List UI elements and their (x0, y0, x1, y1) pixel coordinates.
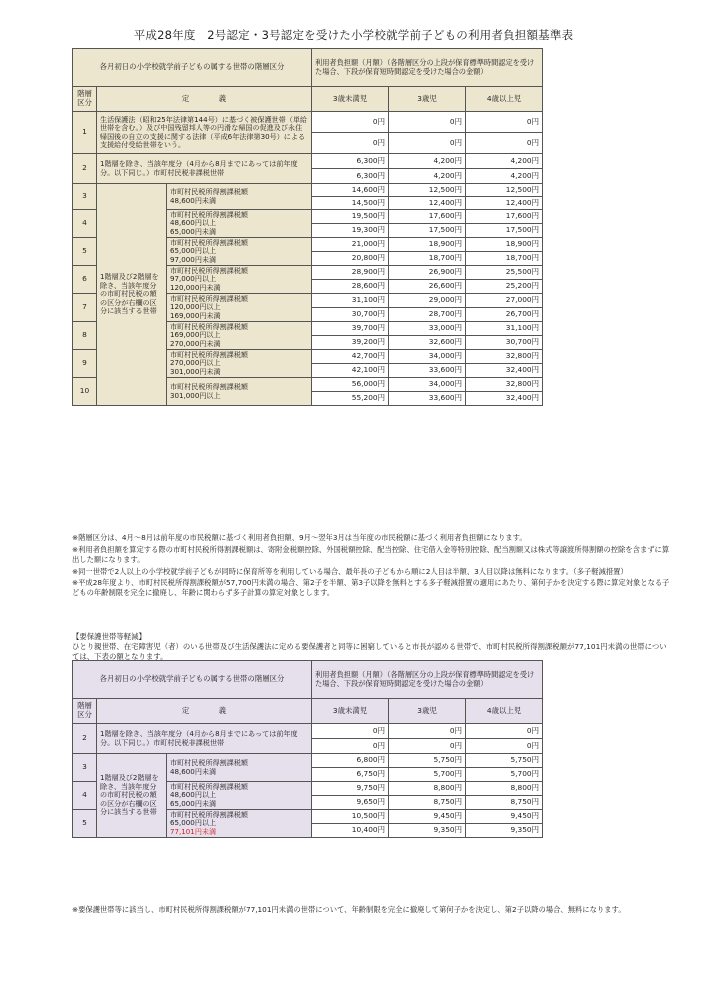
condition-cell: 市町村民税所得割課税額 169,000円以上 270,000円未満 (167, 322, 312, 350)
fee-short-cell: 33,600円 (389, 364, 466, 378)
fee-standard-cell: 4,200円 (466, 154, 543, 169)
condition-cell: 市町村民税所得割課税額 48,600円未満 (167, 184, 312, 210)
level-cell: 2 (73, 724, 97, 754)
group-definition-cell: 1階層及び2階層を除き、当該年度分の市町村民税の額の区分が右欄の区分に該当する世帯 (97, 754, 167, 838)
fee-standard-cell: 18,900円 (389, 238, 466, 252)
fee-short-cell: 28,700円 (389, 308, 466, 322)
fee-short-cell: 9,650円 (312, 796, 389, 810)
fee-standard-cell: 5,750円 (466, 754, 543, 768)
fee-short-cell: 32,600円 (389, 336, 466, 350)
fee-standard-cell: 25,500円 (466, 266, 543, 280)
fee-short-cell: 18,700円 (466, 252, 543, 266)
fee-standard-cell: 0円 (466, 112, 543, 133)
fee-header: 利用者負担額（月額）（各階層区分の上段が保育標準時間認定を受けた場合、下段が保育短時間認定を受けた場合の金額） (312, 661, 543, 699)
fee-short-cell: 5,700円 (389, 768, 466, 782)
level-cell: 3 (73, 754, 97, 782)
age-column-header: 3歳児 (389, 699, 466, 724)
condition-text: 市町村民税所得割課税額 65,000円以上 (170, 809, 249, 828)
fee-short-cell: 42,100円 (312, 364, 389, 378)
fee-standard-cell: 19,500円 (312, 210, 389, 224)
fee-short-cell: 12,400円 (466, 197, 543, 210)
reduction-heading: 【要保護世帯等軽減】 (72, 632, 146, 641)
fee-short-cell: 4,200円 (466, 169, 543, 184)
definition-cell: 1階層を除き、当該年度分（4月から8月までにあっては前年度分。以下同じ。）市町村民税非課税世帯 (97, 724, 312, 754)
level-cell: 4 (73, 210, 97, 238)
fee-short-cell: 30,700円 (312, 308, 389, 322)
group-header: 各月初日の小学校就学前子どもの属する世帯の階層区分 (73, 661, 312, 699)
fee-standard-cell: 29,000円 (389, 294, 466, 308)
level-cell: 4 (73, 782, 97, 810)
fee-standard-cell: 0円 (389, 112, 466, 133)
fee-standard-cell: 31,100円 (312, 294, 389, 308)
note-line: ※階層区分は、4月～8月は前年度の市民税額に基づく利用者負担額、9月～翌年3月は当年度の市民税額に基づく利用者負担額になります。 (72, 533, 527, 542)
definition-cell: 生活保護法（昭和25年法律第144号）に基づく被保護世帯（単給世帯を含む。）及び中国残留邦人等の円滑な帰国の促進及び永住帰国後の自立の支援に関する法律（平成6年法律第30号）による支援給付受給世帯をいう。 (97, 112, 312, 154)
reduction-section (72, 632, 672, 662)
fee-standard-cell: 34,000円 (389, 378, 466, 392)
level-cell: 5 (73, 810, 97, 838)
reduction-description: ひとり親世帯、在宅障害児（者）のいる世帯及び生活保護法に定める要保護者と同等に困窮していると市長が認める世帯で、市町村民税所得割課税額が77,101円未満の世帯については、下表の額となります。 (72, 641, 667, 661)
level-cell: 1 (73, 112, 97, 154)
fee-standard-cell: 21,000円 (312, 238, 389, 252)
fee-standard-cell: 0円 (389, 724, 466, 739)
fee-standard-cell: 42,700円 (312, 350, 389, 364)
age-column-header: 3歳未満児 (312, 87, 389, 112)
fee-short-cell: 39,200円 (312, 336, 389, 350)
fee-standard-cell: 0円 (312, 724, 389, 739)
condition-cell: 市町村民税所得割課税額 270,000円以上 301,000円未満 (167, 350, 312, 378)
fee-short-cell: 8,750円 (466, 796, 543, 810)
group-definition-cell: 1階層及び2階層を除き、当該年度分の市町村民税の額の区分が右欄の区分に該当する世帯 (97, 184, 167, 406)
fee-standard-cell: 26,900円 (389, 266, 466, 280)
fee-standard-cell: 56,000円 (312, 378, 389, 392)
fee-standard-cell: 33,000円 (389, 322, 466, 336)
definition-column-header: 定 義 (97, 87, 312, 112)
age-column-header: 3歳児 (389, 87, 466, 112)
fee-table-standard (72, 48, 543, 406)
fee-short-cell: 30,700円 (466, 336, 543, 350)
fee-short-cell: 9,350円 (466, 824, 543, 838)
fee-short-cell: 12,400円 (389, 197, 466, 210)
fee-short-cell: 28,600円 (312, 280, 389, 294)
level-column-header: 階層区分 (73, 699, 97, 724)
fee-standard-cell: 39,700円 (312, 322, 389, 336)
note-line: ※平成28年度より、市町村民税所得割課税額が57,700円未満の場合、第2子を半額、第3子以降を無料とする多子軽減措置の適用にあたり、第何子かを決定する際に算定対象となる子どもの年齢制限を完全に撤廃し、年齢に関わらず多子計算の算定対象とします。 (72, 578, 670, 598)
fee-standard-cell: 6,300円 (312, 154, 389, 169)
level-cell: 6 (73, 266, 97, 294)
age-column-header: 4歳以上児 (466, 87, 543, 112)
fee-standard-cell: 9,450円 (389, 810, 466, 824)
fee-table-reduction (72, 660, 543, 838)
condition-cell: 市町村民税所得割課税額 120,000円以上 169,000円未満 (167, 294, 312, 322)
fee-short-cell: 26,700円 (466, 308, 543, 322)
condition-cell: 市町村民税所得割課税額 48,600円以上 65,000円未満 (167, 782, 312, 810)
fee-short-cell: 26,600円 (389, 280, 466, 294)
fee-short-cell: 20,800円 (312, 252, 389, 266)
level-column-header: 階層区分 (73, 87, 97, 112)
fee-standard-cell: 0円 (466, 724, 543, 739)
fee-short-cell: 8,750円 (389, 796, 466, 810)
fee-short-cell: 18,700円 (389, 252, 466, 266)
fee-short-cell: 32,400円 (466, 392, 543, 406)
fee-short-cell: 0円 (312, 133, 389, 154)
fee-short-cell: 55,200円 (312, 392, 389, 406)
age-column-header: 4歳以上児 (466, 699, 543, 724)
fee-standard-cell: 27,000円 (466, 294, 543, 308)
fee-standard-cell: 8,800円 (389, 782, 466, 796)
level-cell: 3 (73, 184, 97, 210)
fee-standard-cell: 9,750円 (312, 782, 389, 796)
fee-short-cell: 9,350円 (389, 824, 466, 838)
fee-short-cell: 0円 (466, 133, 543, 154)
fee-standard-cell: 4,200円 (389, 154, 466, 169)
fee-short-cell: 14,500円 (312, 197, 389, 210)
note-line: ※利用者負担額を算定する際の市町村民税所得割課税額は、寄附金税額控除、外国税額控除、配当控除、住宅借入金等特別控除、配当割額又は株式等譲渡所得割額の控除を含まずに算出した額になります。 (72, 544, 670, 564)
fee-standard-cell: 14,600円 (312, 184, 389, 197)
fee-header: 利用者負担額（月額）（各階層区分の上段が保育標準時間認定を受けた場合、下段が保育短時間認定を受けた場合の金額） (312, 49, 543, 87)
condition-text-highlight: 77,101円未満 (170, 826, 217, 836)
fee-standard-cell: 17,600円 (389, 210, 466, 224)
fee-standard-cell: 32,800円 (466, 350, 543, 364)
fee-short-cell: 19,300円 (312, 224, 389, 238)
fee-standard-cell: 8,800円 (466, 782, 543, 796)
fee-short-cell: 0円 (466, 739, 543, 754)
condition-cell: 市町村民税所得割課税額 48,600円以上 65,000円未満 (167, 210, 312, 238)
level-cell: 5 (73, 238, 97, 266)
definition-column-header: 定 義 (97, 699, 312, 724)
level-cell: 7 (73, 294, 97, 322)
fee-standard-cell: 32,800円 (466, 378, 543, 392)
fee-standard-cell: 34,000円 (389, 350, 466, 364)
fee-short-cell: 10,400円 (312, 824, 389, 838)
fee-short-cell: 6,750円 (312, 768, 389, 782)
group-header: 各月初日の小学校就学前子どもの属する世帯の階層区分 (73, 49, 312, 87)
age-column-header: 3歳未満児 (312, 699, 389, 724)
condition-cell: 市町村民税所得割課税額 97,000円以上 120,000円未満 (167, 266, 312, 294)
level-cell: 8 (73, 322, 97, 350)
fee-short-cell: 25,200円 (466, 280, 543, 294)
fee-standard-cell: 10,500円 (312, 810, 389, 824)
level-cell: 9 (73, 350, 97, 378)
condition-cell (167, 810, 312, 838)
fee-short-cell: 0円 (389, 739, 466, 754)
fee-short-cell: 0円 (389, 133, 466, 154)
fee-standard-cell: 12,500円 (389, 184, 466, 197)
note-line: ※同一世帯で2人以上の小学校就学前子どもが同時に保育所等を利用している場合、最年長の子どもから順に2人目は半額、3人目以降は無料になります。（多子軽減措置） (72, 566, 628, 576)
fee-short-cell: 0円 (312, 739, 389, 754)
level-cell: 2 (73, 154, 97, 184)
page-title: 平成28年度 2号認定・3号認定を受けた小学校就学前子どもの利用者負担額基準表 (133, 28, 574, 42)
fee-standard-cell: 17,600円 (466, 210, 543, 224)
fee-standard-cell: 0円 (312, 112, 389, 133)
fee-short-cell: 4,200円 (389, 169, 466, 184)
level-cell: 10 (73, 378, 97, 406)
fee-standard-cell: 9,450円 (466, 810, 543, 824)
fee-short-cell: 17,500円 (389, 224, 466, 238)
notes-standard (72, 533, 672, 600)
fee-standard-cell: 6,800円 (312, 754, 389, 768)
fee-standard-cell: 12,500円 (466, 184, 543, 197)
fee-standard-cell: 31,100円 (466, 322, 543, 336)
notes-reduction (72, 905, 672, 917)
fee-short-cell: 5,700円 (466, 768, 543, 782)
condition-cell: 市町村民税所得割課税額 301,000円以上 (167, 378, 312, 406)
definition-cell: 1階層を除き、当該年度分（4月から8月までにあっては前年度分。以下同じ。）市町村民税非課税世帯 (97, 154, 312, 184)
condition-cell: 市町村民税所得割課税額 65,000円以上 97,000円未満 (167, 238, 312, 266)
fee-short-cell: 17,500円 (466, 224, 543, 238)
fee-standard-cell: 5,750円 (389, 754, 466, 768)
fee-standard-cell: 18,900円 (466, 238, 543, 252)
note-line: ※要保護世帯等に該当し、市町村民税所得割課税額が77,101円未満の世帯について、年齢制限を完全に撤廃して第何子かを決定し、第2子以降の場合、無料になります。 (72, 905, 626, 914)
fee-short-cell: 32,400円 (466, 364, 543, 378)
fee-short-cell: 33,600円 (389, 392, 466, 406)
condition-cell: 市町村民税所得割課税額 48,600円未満 (167, 754, 312, 782)
fee-short-cell: 6,300円 (312, 169, 389, 184)
fee-standard-cell: 28,900円 (312, 266, 389, 280)
